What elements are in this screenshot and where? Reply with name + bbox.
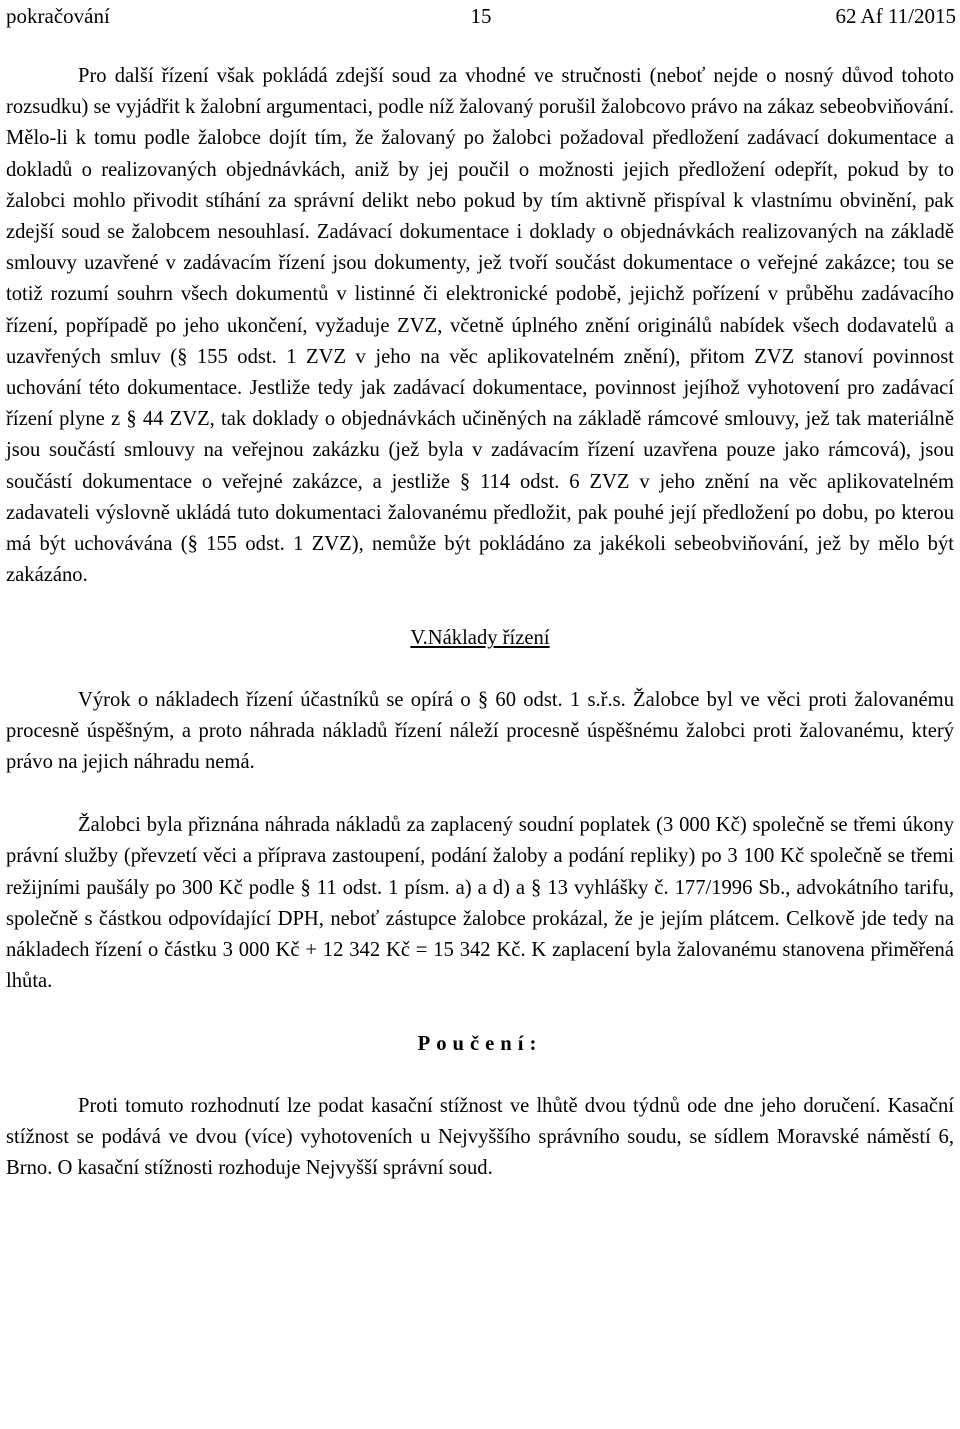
- section-heading-costs: [6, 623, 954, 654]
- paragraph-costs-calculation: Žalobci byla přiznána náhrada nákladů za zaplacený soudní poplatek (3 000 Kč) společně se třemi úkony právní služby (převzetí věci a příprava zastoupení, podání žaloby a podání repliky) po 3 100 Kč společně se třemi režijními paušály po 300 Kč podle § 11 odst. 1 písm. a) a d) a § 13 vyhlášky č. 177/1996 Sb., advokátního tarifu, společně s částkou odpovídající DPH, neboť zástupce žalobce prokázal, že je jejím plátcem. Celkově jde tedy na nákladech řízení o částku 3 000 Kč + 12 342 Kč = 15 342 Kč. K zaplacení byla žalovanému stanovena přiměřená lhůta.: [6, 814, 954, 993]
- header-continuation-label: pokračování: [6, 4, 110, 28]
- paragraph-appeal-instruction: Proti tomuto rozhodnutí lze podat kasační stížnost ve lhůtě dvou týdnů ode dne jeho doručení. Kasační stížnost se podává ve dvou (více) vyhotoveních u Nejvyššího správního soudu, se sídlem Moravské náměstí 6, Brno. O kasační stížnosti rozhoduje Nejvyšší správní soud.: [6, 1094, 954, 1180]
- document-body: [6, 61, 954, 1184]
- paragraph-spacer: [6, 778, 954, 810]
- page-header: [6, 2, 956, 30]
- section-heading-costs-text: V.Náklady řízení: [410, 627, 550, 650]
- paragraph-costs-verdict: Výrok o nákladech řízení účastníků se opírá o § 60 odst. 1 s.ř.s. Žalobce byl ve věci proti žalovanému procesně úspěšným, a proto náhrada nákladů řízení náleží procesně úspěšnému žalobci proti žalovanému, který právo na jejich náhradu nemá.: [6, 688, 954, 774]
- instruction-heading: Poučení:: [417, 1033, 543, 1056]
- header-case-number: 62 Af 11/2015: [835, 4, 956, 28]
- paragraph-self-incrimination: Pro další řízení však pokládá zdejší soud za vhodné ve stručnosti (neboť nejde o nosný důvod tohoto rozsudku) se vyjádřit k žalobní argumentaci, podle níž žalovaný porušil žalobcovo právo na zákaz sebeobviňování. Mělo-li k tomu podle žalobce dojít tím, že žalovaný po žalobci požadoval předložení zadávací dokumentace a dokladů o realizovaných objednávkách, aniž by jej poučil o možnosti jejich předložení odepřít, pokud by to žalobci mohlo přivodit stíhání za správní delikt nebo pokud by tím aktivně přispíval k vlastnímu obvinění, pak zdejší soud se žalobcem nesouhlasí. Zadávací dokumentace i doklady o objednávkách realizovaných na základě smlouvy uzavřené v zadávacím řízení jsou dokumenty, jež tvoří součást dokumentace o veřejné zakázce; tou se totiž rozumí souhrn všech dokumentů v listinné či elektronické podobě, jejichž pořízení v průběhu zadávacího řízení, popřípadě po jeho ukončení, vyžaduje ZVZ, včetně úplného znění originálů nabídek všech dodavatelů a uzavřených smluv (§ 155 odst. 1 ZVZ v jeho na věc aplikovatelném znění), přitom ZVZ stanoví povinnost uchování této dokumentace. Jestliže tedy jak zadávací dokumentace, povinnost jejíhož vyhotovení pro zadávací řízení plyne z § 44 ZVZ, tak doklady o objednávkách učiněných na základě rámcové smlouvy, jež tak materiálně jsou součástí smlouvy na veřejnou zakázku (jež byla v zadávacím řízení uzavřena pouze jako rámcová), jsou součástí dokumentace o veřejné zakázce, a jestliže § 114 odst. 6 ZVZ v jeho znění na věc aplikovatelném zadavateli výslovně ukládá tuto dokumentaci žalovanému předložit, pak pouhé její předložení po dobu, po kterou má být uchovávána (§ 155 odst. 1 ZVZ), nemůže být pokládáno za jakékoli sebeobviňování, jež by mělo být zakázáno.: [6, 65, 954, 587]
- header-page-number: 15: [470, 4, 492, 28]
